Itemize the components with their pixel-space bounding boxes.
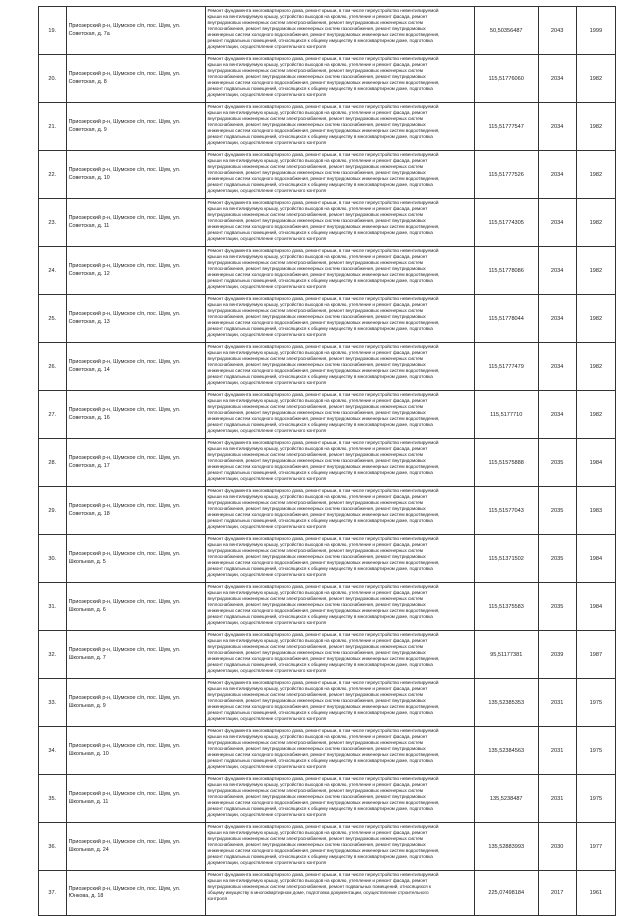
table-row (39, 439, 616, 487)
address-cell: Приозерский р-н, Шумское с/п, пос. Шум, ул. Советская, д. 8 (66, 55, 205, 103)
year-cell: 2039 (538, 631, 576, 679)
row-number: 32. (39, 631, 67, 679)
built-year-cell: 1983 (576, 487, 615, 535)
address-cell: Приозерский р-н, Шумское с/п, пос. Шум, ул. Школьная, д. 9 (66, 679, 205, 727)
cost-cell: 115,51778044 (474, 295, 538, 343)
address-cell: Приозерский р-н, Шумское с/п, пос. Шум, ул. Советская, д. 12 (66, 247, 205, 295)
row-number: 31. (39, 583, 67, 631)
work-description: Ремонт фундамента многоквартирного дома, ремонт крыши, в том числе переустройство невентилируемой крыши на вентилируемую крышу, устройство выходов на кровлю, утепление и ремонт фасада, ремонт внутридомовых инженерных систем электроснабжения, ремонт внутридомовых инженерных систем теплоснабжения, ремонт внутридомовых инженерных систем газоснабжения, ремонт внутридомовых инженерных систем холодного водоснабжения, ремонт внутридомовых инженерных систем водоотведения, ремонт подвальных помещений, относящихся к общему имуществу в многоквартирном доме, подготовка документации, осуществление строительного контроля (205, 679, 474, 727)
address-cell: Приозерский р-н, Шумское с/п, пос. Шум, ул. Советская, д. 17 (66, 439, 205, 487)
cost-cell: 95,51177381 (474, 631, 538, 679)
address-cell: Приозерский р-н, Шумское с/п, пос. Шум, ул. Советская, д. 10 (66, 151, 205, 199)
built-year-cell: 1975 (576, 775, 615, 823)
work-description: Ремонт фундамента многоквартирного дома, ремонт крыши, в том числе переустройство невентилируемой крыши на вентилируемую крышу, устройство выходов на кровлю, утепление и ремонт фасада, ремонт внутридомовых инженерных систем электроснабжения, ремонт внутридомовых инженерных систем теплоснабжения, ремонт внутридомовых инженерных систем газоснабжения, ремонт внутридомовых инженерных систем холодного водоснабжения, ремонт внутридомовых инженерных систем водоотведения, ремонт подвальных помещений, относящихся к общему имуществу в многоквартирном доме, подготовка документации, осуществление строительного контроля (205, 247, 474, 295)
address-cell: Приозерский р-н, Шумское с/п, пос. Шум, ул. Школьная, д. 24 (66, 823, 205, 871)
address-cell: Приозерский р-н, Шумское с/п, пос. Шум, ул. Советская, д. 13 (66, 295, 205, 343)
table-row (39, 631, 616, 679)
address-cell: Приозерский р-н, Шумское с/п, пос. Шум, ул. Школьная, д. 7 (66, 631, 205, 679)
row-number: 21. (39, 103, 67, 151)
cost-cell: 135,5238487 (474, 775, 538, 823)
year-cell: 2017 (538, 871, 576, 916)
built-year-cell: 1999 (576, 7, 615, 55)
built-year-cell: 1984 (576, 535, 615, 583)
built-year-cell: 1982 (576, 295, 615, 343)
row-number: 23. (39, 199, 67, 247)
work-description: Ремонт фундамента многоквартирного дома, ремонт крыши, в том числе переустройство невентилируемой крыши на вентилируемую крышу, устройство выходов на кровлю, утепление и ремонт фасада, ремонт внутридомовых инженерных систем электроснабжения, ремонт подвальных помещений, относящихся к общему имуществу в многоквартирном доме, подготовка документации, осуществление строительного контроля (205, 871, 474, 916)
row-number: 25. (39, 295, 67, 343)
year-cell: 2034 (538, 103, 576, 151)
year-cell: 2035 (538, 583, 576, 631)
work-description: Ремонт фундамента многоквартирного дома, ремонт крыши, в том числе переустройство невентилируемой крыши на вентилируемую крышу, устройство выходов на кровлю, утепление и ремонт фасада, ремонт внутридомовых инженерных систем электроснабжения, ремонт внутридомовых инженерных систем теплоснабжения, ремонт внутридомовых инженерных систем газоснабжения, ремонт внутридомовых инженерных систем холодного водоснабжения, ремонт внутридомовых инженерных систем водоотведения, ремонт подвальных помещений, относящихся к общему имуществу в многоквартирном доме, подготовка документации, осуществление строительного контроля (205, 343, 474, 391)
table-row (39, 343, 616, 391)
table-row (39, 295, 616, 343)
work-description: Ремонт фундамента многоквартирного дома, ремонт крыши, в том числе переустройство невентилируемой крыши на вентилируемую крышу, устройство выходов на кровлю, утепление и ремонт фасада, ремонт внутридомовых инженерных систем электроснабжения, ремонт внутридомовых инженерных систем теплоснабжения, ремонт внутридомовых инженерных систем газоснабжения, ремонт внутридомовых инженерных систем холодного водоснабжения, ремонт внутридомовых инженерных систем водоотведения, ремонт подвальных помещений, относящихся к общему имуществу в многоквартирном доме, подготовка документации, осуществление строительного контроля (205, 727, 474, 775)
year-cell: 2034 (538, 391, 576, 439)
built-year-cell: 1982 (576, 151, 615, 199)
address-cell: Приозерский р-н, Шумское с/п, пос. Шум, ул. Школьная, д. 5 (66, 535, 205, 583)
cost-cell: 115,51577043 (474, 487, 538, 535)
cost-cell: 115,51575888 (474, 439, 538, 487)
cost-cell: 225,07498184 (474, 871, 538, 916)
cost-cell: 115,51777526 (474, 151, 538, 199)
built-year-cell: 1977 (576, 823, 615, 871)
table-row (39, 199, 616, 247)
cost-cell: 115,51375583 (474, 583, 538, 631)
address-cell: Приозерский р-н, Шумское с/п, пос. Шум, ул. Советская, д. 7а (66, 7, 205, 55)
built-year-cell: 1982 (576, 343, 615, 391)
year-cell: 2030 (538, 823, 576, 871)
row-number: 22. (39, 151, 67, 199)
row-number: 37. (39, 871, 67, 916)
address-cell: Приозерский р-н, Шумское с/п, пос. Шум, ул. Советская, д. 16 (66, 391, 205, 439)
built-year-cell: 1975 (576, 679, 615, 727)
table-row (39, 775, 616, 823)
built-year-cell: 1982 (576, 103, 615, 151)
work-description: Ремонт фундамента многоквартирного дома, ремонт крыши, в том числе переустройство невентилируемой крыши на вентилируемую крышу, устройство выходов на кровлю, утепление и ремонт фасада, ремонт внутридомовых инженерных систем электроснабжения, ремонт внутридомовых инженерных систем теплоснабжения, ремонт внутридомовых инженерных систем газоснабжения, ремонт внутридомовых инженерных систем холодного водоснабжения, ремонт внутридомовых инженерных систем водоотведения, ремонт подвальных помещений, относящихся к общему имуществу в многоквартирном доме, подготовка документации, осуществление строительного контроля (205, 199, 474, 247)
cost-cell: 135,52385353 (474, 679, 538, 727)
cost-cell: 115,51777547 (474, 103, 538, 151)
cost-cell: 115,51778086 (474, 247, 538, 295)
year-cell: 2035 (538, 535, 576, 583)
year-cell: 2034 (538, 247, 576, 295)
table-row (39, 151, 616, 199)
work-description: Ремонт фундамента многоквартирного дома, ремонт крыши, в том числе переустройство невентилируемой крыши на вентилируемую крышу, устройство выходов на кровлю, утепление и ремонт фасада, ремонт внутридомовых инженерных систем электроснабжения, ремонт внутридомовых инженерных систем теплоснабжения, ремонт внутридомовых инженерных систем газоснабжения, ремонт внутридомовых инженерных систем холодного водоснабжения, ремонт внутридомовых инженерных систем водоотведения, ремонт подвальных помещений, относящихся к общему имуществу в многоквартирном доме, подготовка документации, осуществление строительного контроля (205, 439, 474, 487)
year-cell: 2035 (538, 439, 576, 487)
row-number: 24. (39, 247, 67, 295)
address-cell: Приозерский р-н, Шумское с/п, пос. Шум, ул. Советская, д. 18 (66, 487, 205, 535)
table-row (39, 55, 616, 103)
work-description: Ремонт фундамента многоквартирного дома, ремонт крыши, в том числе переустройство невентилируемой крыши на вентилируемую крышу, устройство выходов на кровлю, утепление и ремонт фасада, ремонт внутридомовых инженерных систем электроснабжения, ремонт внутридомовых инженерных систем теплоснабжения, ремонт внутридомовых инженерных систем газоснабжения, ремонт внутридомовых инженерных систем холодного водоснабжения, ремонт внутридомовых инженерных систем водоотведения, ремонт подвальных помещений, относящихся к общему имуществу в многоквартирном доме, подготовка документации, осуществление строительного контроля (205, 151, 474, 199)
cost-cell: 115,51777479 (474, 343, 538, 391)
cost-cell: 135,52384563 (474, 727, 538, 775)
document-page (38, 6, 616, 916)
cost-cell: 115,51776060 (474, 55, 538, 103)
row-number: 33. (39, 679, 67, 727)
table-row (39, 103, 616, 151)
built-year-cell: 1975 (576, 727, 615, 775)
table-body (39, 7, 616, 916)
table-row (39, 391, 616, 439)
capital-repair-table (38, 6, 616, 916)
work-description: Ремонт фундамента многоквартирного дома, ремонт крыши, в том числе переустройство невентилируемой крыши на вентилируемую крышу, устройство выходов на кровлю, утепление и ремонт фасада, ремонт внутридомовых инженерных систем электроснабжения, ремонт внутридомовых инженерных систем теплоснабжения, ремонт внутридомовых инженерных систем газоснабжения, ремонт внутридомовых инженерных систем холодного водоснабжения, ремонт внутридомовых инженерных систем водоотведения, ремонт подвальных помещений, относящихся к общему имуществу в многоквартирном доме, подготовка документации, осуществление строительного контроля (205, 295, 474, 343)
table-row (39, 871, 616, 916)
table-row (39, 487, 616, 535)
built-year-cell: 1984 (576, 439, 615, 487)
cost-cell: 135,52883993 (474, 823, 538, 871)
year-cell: 2034 (538, 199, 576, 247)
year-cell: 2034 (538, 151, 576, 199)
table-row (39, 823, 616, 871)
work-description: Ремонт фундамента многоквартирного дома, ремонт крыши, в том числе переустройство невентилируемой крыши на вентилируемую крышу, устройство выходов на кровлю, утепление и ремонт фасада, ремонт внутридомовых инженерных систем электроснабжения, ремонт внутридомовых инженерных систем теплоснабжения, ремонт внутридомовых инженерных систем газоснабжения, ремонт внутридомовых инженерных систем холодного водоснабжения, ремонт внутридомовых инженерных систем водоотведения, ремонт подвальных помещений, относящихся к общему имуществу в многоквартирном доме, подготовка документации, осуществление строительного контроля (205, 775, 474, 823)
row-number: 28. (39, 439, 67, 487)
work-description: Ремонт фундамента многоквартирного дома, ремонт крыши, в том числе переустройство невентилируемой крыши на вентилируемую крышу, устройство выходов на кровлю, утепление и ремонт фасада, ремонт внутридомовых инженерных систем электроснабжения, ремонт внутридомовых инженерных систем теплоснабжения, ремонт внутридомовых инженерных систем газоснабжения, ремонт внутридомовых инженерных систем холодного водоснабжения, ремонт внутридомовых инженерных систем водоотведения, ремонт подвальных помещений, относящихся к общему имуществу в многоквартирном доме, подготовка документации, осуществление строительного контроля (205, 583, 474, 631)
work-description: Ремонт фундамента многоквартирного дома, ремонт крыши, в том числе переустройство невентилируемой крыши на вентилируемую крышу, устройство выходов на кровлю, утепление и ремонт фасада, ремонт внутридомовых инженерных систем электроснабжения, ремонт внутридомовых инженерных систем теплоснабжения, ремонт внутридомовых инженерных систем газоснабжения, ремонт внутридомовых инженерных систем холодного водоснабжения, ремонт внутридомовых инженерных систем водоотведения, ремонт подвальных помещений, относящихся к общему имуществу в многоквартирном доме, подготовка документации, осуществление строительного контроля (205, 391, 474, 439)
built-year-cell: 1982 (576, 391, 615, 439)
address-cell: Приозерский р-н, Шумское с/п, пос. Шум, ул. Советская, д. 9 (66, 103, 205, 151)
table-row (39, 583, 616, 631)
cost-cell: 115,51774305 (474, 199, 538, 247)
row-number: 34. (39, 727, 67, 775)
year-cell: 2034 (538, 343, 576, 391)
row-number: 29. (39, 487, 67, 535)
table-row (39, 727, 616, 775)
year-cell: 2035 (538, 487, 576, 535)
work-description: Ремонт фундамента многоквартирного дома, ремонт крыши, в том числе переустройство невентилируемой крыши на вентилируемую крышу, устройство выходов на кровлю, утепление и ремонт фасада, ремонт внутридомовых инженерных систем электроснабжения, ремонт внутридомовых инженерных систем теплоснабжения, ремонт внутридомовых инженерных систем газоснабжения, ремонт внутридомовых инженерных систем холодного водоснабжения, ремонт внутридомовых инженерных систем водоотведения, ремонт подвальных помещений, относящихся к общему имуществу в многоквартирном доме, подготовка документации, осуществление строительного контроля (205, 7, 474, 55)
table-row (39, 247, 616, 295)
address-cell: Приозерский р-н, Шумское с/п, пос. Шум, ул. Школьная, д. 10 (66, 727, 205, 775)
row-number: 19. (39, 7, 67, 55)
address-cell: Приозерский р-н, Шумское с/п, пос. Шум, ул. Школьная, д. 6 (66, 583, 205, 631)
address-cell: Приозерский р-н, Шумское с/п, пос. Шум, ул. Школьная, д. 11 (66, 775, 205, 823)
address-cell: Приозерский р-н, Шумское с/п, пос. Шум, ул. Юнкова, д. 18 (66, 871, 205, 916)
year-cell: 2031 (538, 775, 576, 823)
work-description: Ремонт фундамента многоквартирного дома, ремонт крыши, в том числе переустройство невентилируемой крыши на вентилируемую крышу, устройство выходов на кровлю, утепление и ремонт фасада, ремонт внутридомовых инженерных систем электроснабжения, ремонт внутридомовых инженерных систем теплоснабжения, ремонт внутридомовых инженерных систем газоснабжения, ремонт внутридомовых инженерных систем холодного водоснабжения, ремонт внутридомовых инженерных систем водоотведения, ремонт подвальных помещений, относящихся к общему имуществу в многоквартирном доме, подготовка документации, осуществление строительного контроля (205, 823, 474, 871)
address-cell: Приозерский р-н, Шумское с/п, пос. Шум, ул. Советская, д. 14 (66, 343, 205, 391)
year-cell: 2031 (538, 727, 576, 775)
year-cell: 2034 (538, 295, 576, 343)
cost-cell: 115,51371502 (474, 535, 538, 583)
table-row (39, 679, 616, 727)
built-year-cell: 1982 (576, 55, 615, 103)
year-cell: 2031 (538, 679, 576, 727)
work-description: Ремонт фундамента многоквартирного дома, ремонт крыши, в том числе переустройство невентилируемой крыши на вентилируемую крышу, устройство выходов на кровлю, утепление и ремонт фасада, ремонт внутридомовых инженерных систем электроснабжения, ремонт внутридомовых инженерных систем теплоснабжения, ремонт внутридомовых инженерных систем газоснабжения, ремонт внутридомовых инженерных систем холодного водоснабжения, ремонт внутридомовых инженерных систем водоотведения, ремонт подвальных помещений, относящихся к общему имуществу в многоквартирном доме, подготовка документации, осуществление строительного контроля (205, 55, 474, 103)
year-cell: 2034 (538, 55, 576, 103)
built-year-cell: 1987 (576, 631, 615, 679)
work-description: Ремонт фундамента многоквартирного дома, ремонт крыши, в том числе переустройство невентилируемой крыши на вентилируемую крышу, устройство выходов на кровлю, утепление и ремонт фасада, ремонт внутридомовых инженерных систем электроснабжения, ремонт внутридомовых инженерных систем теплоснабжения, ремонт внутридомовых инженерных систем газоснабжения, ремонт внутридомовых инженерных систем холодного водоснабжения, ремонт внутридомовых инженерных систем водоотведения, ремонт подвальных помещений, относящихся к общему имуществу в многоквартирном доме, подготовка документации, осуществление строительного контроля (205, 103, 474, 151)
row-number: 30. (39, 535, 67, 583)
work-description: Ремонт фундамента многоквартирного дома, ремонт крыши, в том числе переустройство невентилируемой крыши на вентилируемую крышу, устройство выходов на кровлю, утепление и ремонт фасада, ремонт внутридомовых инженерных систем электроснабжения, ремонт внутридомовых инженерных систем теплоснабжения, ремонт внутридомовых инженерных систем газоснабжения, ремонт внутридомовых инженерных систем холодного водоснабжения, ремонт внутридомовых инженерных систем водоотведения, ремонт подвальных помещений, относящихся к общему имуществу в многоквартирном доме, подготовка документации, осуществление строительного контроля (205, 535, 474, 583)
cost-cell: 50,50356487 (474, 7, 538, 55)
row-number: 26. (39, 343, 67, 391)
cost-cell: 115,5177710 (474, 391, 538, 439)
built-year-cell: 1961 (576, 871, 615, 916)
built-year-cell: 1982 (576, 199, 615, 247)
row-number: 27. (39, 391, 67, 439)
row-number: 20. (39, 55, 67, 103)
built-year-cell: 1984 (576, 583, 615, 631)
row-number: 35. (39, 775, 67, 823)
work-description: Ремонт фундамента многоквартирного дома, ремонт крыши, в том числе переустройство невентилируемой крыши на вентилируемую крышу, устройство выходов на кровлю, утепление и ремонт фасада, ремонт внутридомовых инженерных систем электроснабжения, ремонт внутридомовых инженерных систем теплоснабжения, ремонт внутридомовых инженерных систем газоснабжения, ремонт внутридомовых инженерных систем холодного водоснабжения, ремонт внутридомовых инженерных систем водоотведения, ремонт подвальных помещений, относящихся к общему имуществу в многоквартирном доме, подготовка документации, осуществление строительного контроля (205, 631, 474, 679)
built-year-cell: 1982 (576, 247, 615, 295)
row-number: 36. (39, 823, 67, 871)
address-cell: Приозерский р-н, Шумское с/п, пос. Шум, ул. Советская, д. 11 (66, 199, 205, 247)
year-cell: 2043 (538, 7, 576, 55)
work-description: Ремонт фундамента многоквартирного дома, ремонт крыши, в том числе переустройство невентилируемой крыши на вентилируемую крышу, устройство выходов на кровлю, утепление и ремонт фасада, ремонт внутридомовых инженерных систем электроснабжения, ремонт внутридомовых инженерных систем теплоснабжения, ремонт внутридомовых инженерных систем газоснабжения, ремонт внутридомовых инженерных систем холодного водоснабжения, ремонт внутридомовых инженерных систем водоотведения, ремонт подвальных помещений, относящихся к общему имуществу в многоквартирном доме, подготовка документации, осуществление строительного контроля (205, 487, 474, 535)
table-row (39, 7, 616, 55)
table-row (39, 535, 616, 583)
